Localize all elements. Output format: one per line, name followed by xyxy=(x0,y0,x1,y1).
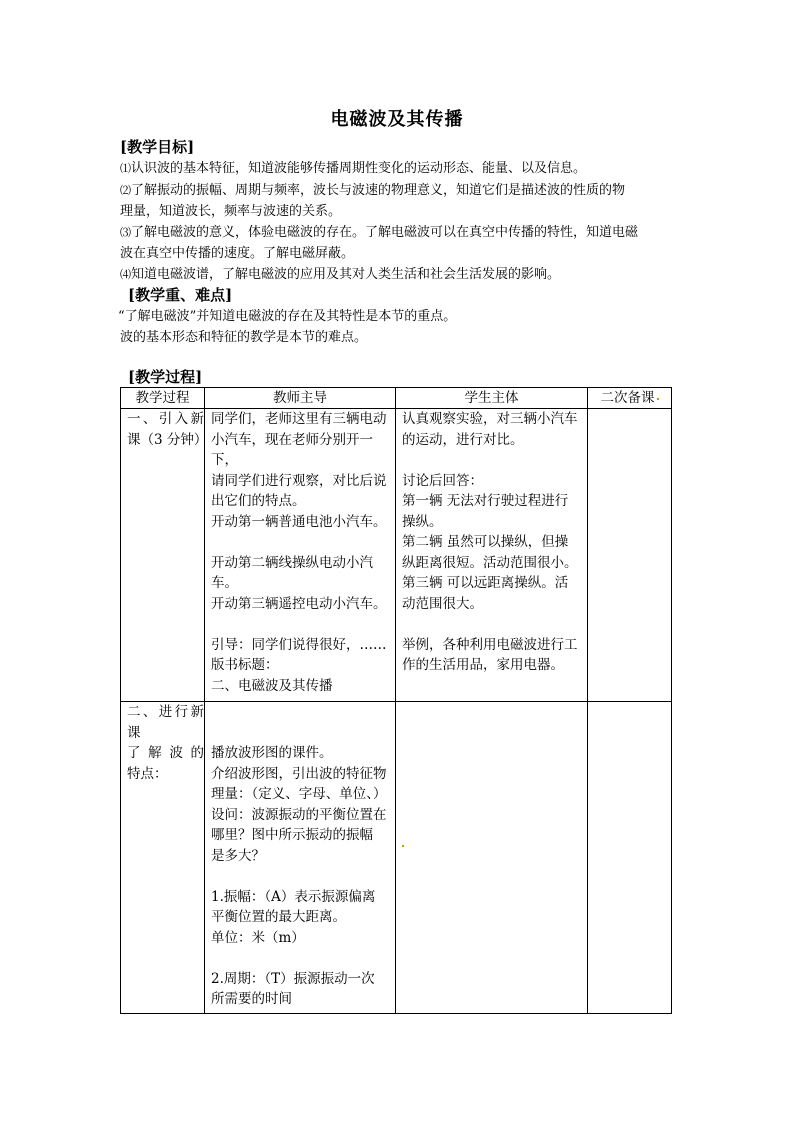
cell-blank-line xyxy=(211,866,395,887)
objective-2-cont: 理量，知道波长，频率与波速的关系。 xyxy=(120,204,342,219)
keypoint-line: 波的基本形态和特征的教学是本节的难点。 xyxy=(120,330,368,345)
cell-line: 第三辆 可以远距离操纵。活 xyxy=(402,575,569,591)
cell-line: 哪里？图中所示振动的振幅 xyxy=(211,827,373,843)
objective-num: ⑷ xyxy=(120,268,131,281)
cell-line: 举例，各种利用电磁波进行工 xyxy=(402,636,578,653)
cell-line: 单位：米（m） xyxy=(211,929,305,946)
keypoint-line: “了解电磁波”并知道电磁波的存在及其特性是本节的重点。 xyxy=(118,309,457,324)
cell-line: 平衡位置的最大距离。 xyxy=(211,909,346,925)
objective-text: 了解振动的振幅、周期与频率，波长与波速的物理意义，知道它们是描述波的性质的物 xyxy=(131,183,626,198)
objective-text: 了解电磁波的意义，体验电磁波的存在。了解电磁波可以在真空中传播的特性，知道电磁 xyxy=(131,225,639,240)
cell-line: 设问：波源振动的平衡位置在 xyxy=(211,806,387,823)
cell-line: 是多大？ xyxy=(211,847,265,864)
cell-line: 开动第三辆遥控电动小汽车。 xyxy=(211,595,387,612)
cell-line: 课 xyxy=(127,724,141,741)
page-title: 电磁波及其传播 xyxy=(330,109,464,130)
cell-blank-line xyxy=(211,948,395,969)
notes-cell xyxy=(588,409,672,702)
cell-line: 版书标题： xyxy=(211,657,279,673)
cell-line: 介绍波形图，引出波的特征物 xyxy=(211,765,387,782)
col-header-teacher: 教师主导 xyxy=(205,388,396,409)
cell-line: 播放波形图的课件。 xyxy=(211,745,333,761)
process-heading: [教学过程] xyxy=(128,368,203,386)
cell-blank-line xyxy=(211,532,395,553)
objective-text: 知道电磁波谱，了解电磁波的应用及其对人类生活和社会生活发展的影响。 xyxy=(131,267,561,282)
cell-line: 动范围很大。 xyxy=(402,595,483,612)
cell-line: 二、进行新 xyxy=(127,704,204,720)
table-row xyxy=(121,702,672,1014)
cell-line: 小汽车，现在老师分别开一下， xyxy=(211,431,373,468)
stage-cell xyxy=(121,702,205,1014)
cell-line: 了 解 波 的 xyxy=(127,745,204,761)
cell-line: 第一辆 无法对行驶过程进行 xyxy=(402,493,569,509)
cell-blank-line xyxy=(211,723,395,744)
objectives-heading: [教学目标] xyxy=(120,138,195,156)
cell-blank-line xyxy=(211,614,395,635)
cell-line: 课（3 分钟） xyxy=(127,431,208,448)
cell-line: 纵距离很短。活动范围很小。 xyxy=(402,554,578,571)
cell-line: 车。 xyxy=(211,575,238,591)
cell-line: 作的生活用品，家用电器。 xyxy=(402,657,564,673)
cell-line: 开动第一辆普通电池小汽车。 xyxy=(211,513,387,530)
cell-line: 二、电磁波及其传播 xyxy=(211,677,333,694)
objective-3-cont: 波在真空中传播的速度。了解电磁屏蔽。 xyxy=(120,246,355,261)
stage-cell xyxy=(121,409,208,702)
col-header-notes xyxy=(588,388,672,409)
col-header-student: 学生主体 xyxy=(396,388,588,409)
objective-text: 认识波的基本特征，知道波能够传播周期性变化的运动形态、能量、以及信息。 xyxy=(131,161,587,176)
cell-line: 2.周期：（T）振源振动一次 xyxy=(211,970,375,987)
cell-line: 所需要的时间 xyxy=(211,991,292,1007)
teacher-cell xyxy=(205,702,396,1014)
cell-line: 开动第二辆线操纵电动小汽 xyxy=(211,554,373,571)
cell-line: 引导：同学们说得很好，…… xyxy=(211,636,387,653)
keypoints-heading: [教学重、难点] xyxy=(128,286,233,304)
student-cell xyxy=(396,409,588,702)
cell-line: 同学们，老师这里有三辆电动 xyxy=(211,411,387,427)
cell-blank-line xyxy=(211,702,395,723)
student-cell xyxy=(396,702,588,1014)
cell-blank-line xyxy=(402,450,587,471)
lesson-process-table xyxy=(120,387,672,1014)
objective-3 xyxy=(120,222,680,243)
cell-line: 出它们的特点。 xyxy=(211,493,306,509)
ink-mark xyxy=(657,398,659,400)
cell-line: 讨论后回答： xyxy=(402,472,483,489)
notes-cell xyxy=(588,702,672,1014)
objective-num: ⑴ xyxy=(120,162,131,175)
table-header-row xyxy=(121,388,672,409)
teacher-cell xyxy=(205,409,396,702)
cell-line: 第二辆 虽然可以操纵，但操 xyxy=(402,534,569,550)
cell-blank-line xyxy=(402,614,587,635)
cell-line: 请同学们进行观察，对比后说 xyxy=(211,472,387,489)
objective-2 xyxy=(120,180,680,201)
cell-line: 的运动，进行对比。 xyxy=(402,431,524,448)
cell-line: 一、引入新 xyxy=(127,411,204,427)
objective-4 xyxy=(120,264,680,285)
cell-line: 特点： xyxy=(127,765,168,782)
cell-line: 理量：（定义、字母、单位、） xyxy=(211,786,387,802)
col-header-notes-label: 二次备课 xyxy=(600,390,655,406)
ink-mark xyxy=(402,845,404,847)
objective-1 xyxy=(120,158,680,179)
table-row xyxy=(121,409,672,702)
cell-line: 1.振幅：（A）表示振源偏离 xyxy=(211,888,376,905)
objective-num: ⑶ xyxy=(120,226,131,239)
col-header-stage: 教学过程 xyxy=(121,388,205,409)
cell-line: 操纵。 xyxy=(402,513,443,530)
cell-line: 认真观察实验，对三辆小汽车 xyxy=(402,411,578,427)
objective-num: ⑵ xyxy=(120,184,131,197)
